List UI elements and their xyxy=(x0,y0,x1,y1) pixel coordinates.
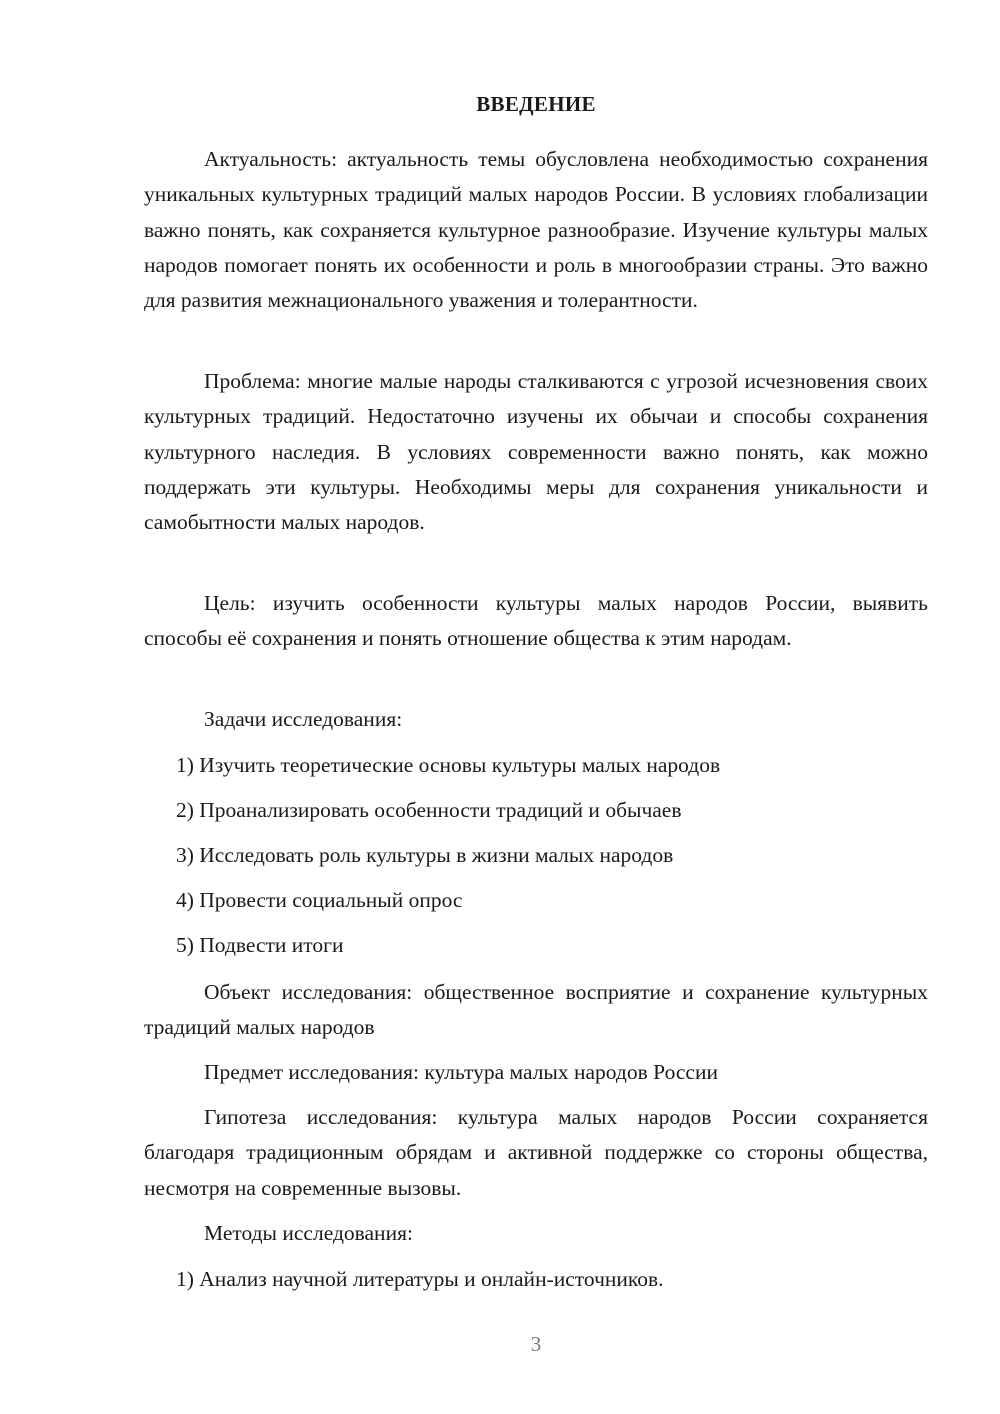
paragraph-goal: Цель: изучить особенности культуры малых народов России, выявить способы её сохранения и понять отношение общества к этим народам. xyxy=(144,591,928,651)
task-item: 1) Изучить теоретические основы культуры малых народов xyxy=(176,753,721,777)
paragraph-hypothesis: Гипотеза исследования: культура малых народов России сохраняется благодаря традиционным обрядам и активной поддержке со стороны общества, несмотря на современные вызовы. xyxy=(144,1105,928,1200)
task-item: 4) Провести социальный опрос xyxy=(176,888,463,912)
tasks-heading: Задачи исследования: xyxy=(204,707,403,731)
page-number: 3 xyxy=(530,1332,542,1356)
section-title: ВВЕДЕНИЕ xyxy=(476,92,596,116)
task-item: 5) Подвести итоги xyxy=(176,933,344,957)
task-item: 3) Исследовать роль культуры в жизни малых народов xyxy=(176,843,674,867)
paragraph-subject: Предмет исследования: культура малых народов России xyxy=(204,1060,718,1084)
paragraph-problem: Проблема: многие малые народы сталкиваются с угрозой исчезновения своих культурных традиций. Недостаточно изучены их обычаи и способы сохранения культурного наследия. В условиях современности важно понять, как можно поддержать эти культуры. Необходимы меры для сохранения уникальности и самобытности малых народов. xyxy=(144,369,928,535)
paragraph-relevance: Актуальность: актуальность темы обусловлена необходимостью сохранения уникальных культурных традиций малых народов России. В условиях глобализации важно понять, как сохраняется культурное разнообразие. Изучение культуры малых народов помогает понять их особенности и роль в многообразии страны. Это важно для развития межнационального уважения и толерантности. xyxy=(144,147,928,313)
task-item: 2) Проанализировать особенности традиций и обычаев xyxy=(176,798,682,822)
paragraph-object: Объект исследования: общественное восприятие и сохранение культурных традиций малых народов xyxy=(144,980,928,1040)
method-item: 1) Анализ научной литературы и онлайн-источников. xyxy=(176,1267,664,1291)
methods-heading: Методы исследования: xyxy=(204,1221,413,1245)
